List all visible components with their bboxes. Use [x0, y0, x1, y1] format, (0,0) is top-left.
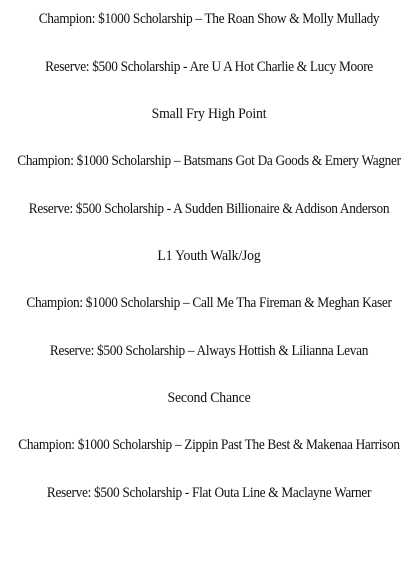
section-heading-small-fry-high-point: Small Fry High Point	[151, 106, 267, 122]
award-line-8: Reserve: $500 Scholarship - Flat Outa Line & Maclayne Warner	[46, 485, 372, 501]
award-line-5: Champion: $1000 Scholarship – Call Me Tha Fireman & Meghan Kaser	[26, 295, 392, 311]
award-line-7: Champion: $1000 Scholarship – Zippin Past The Best & Makenaa Harrison	[18, 437, 400, 453]
award-line-6: Reserve: $500 Scholarship – Always Hottish & Lilianna Levan	[49, 343, 369, 359]
section-heading-l1-youth-walk-jog: L1 Youth Walk/Jog	[157, 248, 261, 264]
award-line-1: Champion: $1000 Scholarship – The Roan Show & Molly Mullady	[38, 11, 380, 27]
section-heading-second-chance: Second Chance	[167, 390, 251, 406]
award-line-2: Reserve: $500 Scholarship - Are U A Hot Charlie & Lucy Moore	[45, 59, 373, 75]
award-line-4: Reserve: $500 Scholarship - A Sudden Billionaire & Addison Anderson	[28, 201, 390, 217]
award-line-3: Champion: $1000 Scholarship – Batsmans Got Da Goods & Emery Wagner	[17, 153, 401, 169]
